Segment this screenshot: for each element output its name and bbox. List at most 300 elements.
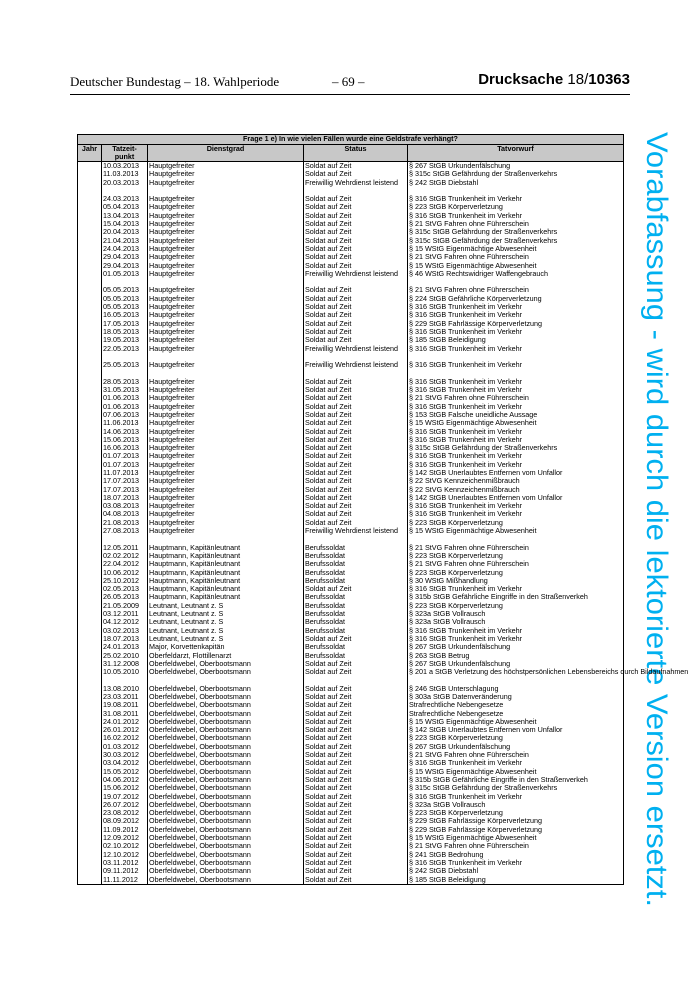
cell-status: Soldat auf Zeit [304, 668, 408, 676]
cell-date: 10.05.2010 [102, 668, 148, 676]
cell-status: Soldat auf Zeit [304, 486, 408, 494]
cell-year [78, 469, 102, 477]
cell-year [78, 851, 102, 859]
cell-status: Soldat auf Zeit [304, 718, 408, 726]
cell-offense: § 46 WStG Rechtswidriger Waffengebrauch [408, 270, 624, 278]
cell-offense: § 316 StGB Trunkenheit im Verkehr [408, 195, 624, 203]
cell-date: 16.02.2012 [102, 734, 148, 742]
cell-offense: § 15 WStG Eigenmächtige Abwesenheit [408, 834, 624, 842]
cell-status: Soldat auf Zeit [304, 320, 408, 328]
cell-year [78, 502, 102, 510]
cell-year [78, 710, 102, 718]
cell-date: 26.07.2012 [102, 801, 148, 809]
cell-date: 09.11.2012 [102, 867, 148, 875]
cell-date: 07.06.2013 [102, 411, 148, 419]
header-offense: Tatvorwurf [408, 145, 624, 162]
cell-offense: § 316 StGB Trunkenheit im Verkehr [408, 436, 624, 444]
cell-date: 24.03.2013 [102, 195, 148, 203]
table-row [78, 361, 624, 369]
cell-date: 26.01.2012 [102, 726, 148, 734]
cell-date: 16.05.2013 [102, 311, 148, 319]
cell-date: 11.09.2012 [102, 826, 148, 834]
cell-date: 25.02.2010 [102, 652, 148, 660]
cell-offense: § 30 WStG Mißhandlung [408, 577, 624, 585]
cell-status: Berufssoldat [304, 560, 408, 568]
cell-date: 03.04.2012 [102, 759, 148, 767]
cell-date: 27.08.2013 [102, 527, 148, 535]
cell-status: Soldat auf Zeit [304, 411, 408, 419]
cell-status: Soldat auf Zeit [304, 386, 408, 394]
cell-year [78, 834, 102, 842]
cell-date: 11.03.2013 [102, 170, 148, 178]
cell-date: 10.06.2012 [102, 569, 148, 577]
cell-rank: Hauptgefreiter [148, 286, 304, 294]
cell-status: Berufssoldat [304, 593, 408, 601]
cell-status: Freiwillig Wehrdienst leistend [304, 345, 408, 353]
cell-status: Soldat auf Zeit [304, 734, 408, 742]
cell-offense: Strafrechtliche Nebengesetze [408, 710, 624, 718]
table-row [78, 179, 624, 187]
cell-rank: Oberfeldwebel, Oberbootsmann [148, 784, 304, 792]
cell-date: 01.06.2013 [102, 403, 148, 411]
cell-offense: § 142 StGB Unerlaubtes Entfernen vom Unfallor [408, 469, 624, 477]
cell-year [78, 320, 102, 328]
cell-offense: § 15 WStG Eigenmächtige Abwesenheit [408, 419, 624, 427]
cell-rank: Oberfeldwebel, Oberbootsmann [148, 693, 304, 701]
cell-year [78, 203, 102, 211]
cell-year [78, 701, 102, 709]
cell-year [78, 610, 102, 618]
cell-rank: Leutnant, Leutnant z. S [148, 635, 304, 643]
cell-rank: Oberfeldwebel, Oberbootsmann [148, 776, 304, 784]
cell-rank: Oberfeldwebel, Oberbootsmann [148, 834, 304, 842]
cell-offense: § 316 StGB Trunkenheit im Verkehr [408, 793, 624, 801]
cell-offense: § 21 StVG Fahren ohne Führerschein [408, 842, 624, 850]
cell-year [78, 793, 102, 801]
cell-offense: § 201 a StGB Verletzung des höchstpersönlichen Lebensbereichs durch Bildaufnahmen [409, 667, 689, 677]
cell-offense: § 267 StGB Urkundenfälschung [408, 660, 624, 668]
cell-status: Berufssoldat [304, 643, 408, 651]
cell-rank: Hauptgefreiter [148, 179, 304, 187]
cell-offense: § 316 StGB Trunkenheit im Verkehr [408, 452, 624, 460]
cell-rank: Hauptgefreiter [148, 311, 304, 319]
cell-offense: § 316 StGB Trunkenheit im Verkehr [408, 303, 624, 311]
cell-year [78, 179, 102, 187]
cell-status: Soldat auf Zeit [304, 403, 408, 411]
cell-date: 31.08.2011 [102, 710, 148, 718]
cell-status: Soldat auf Zeit [304, 834, 408, 842]
cell-status: Berufssoldat [304, 552, 408, 560]
cell-year [78, 693, 102, 701]
cell-status: Soldat auf Zeit [304, 859, 408, 867]
cell-rank: Oberfeldwebel, Oberbootsmann [148, 768, 304, 776]
cell-offense: § 316 StGB Trunkenheit im Verkehr [408, 502, 624, 510]
cell-status: Freiwillig Wehrdienst leistend [304, 527, 408, 535]
cell-date: 22.04.2012 [102, 560, 148, 568]
table-header-row [78, 145, 624, 162]
cell-date: 29.04.2013 [102, 253, 148, 261]
cell-offense: § 316 StGB Trunkenheit im Verkehr [408, 859, 624, 867]
cell-year [78, 170, 102, 178]
cell-year [78, 394, 102, 402]
cell-offense: § 223 StGB Körperverletzung [408, 552, 624, 560]
cell-year [78, 569, 102, 577]
cell-date: 16.06.2013 [102, 444, 148, 452]
cell-offense: § 153 StGB Falsche uneidliche Aussage [408, 411, 624, 419]
cell-rank: Oberfeldwebel, Oberbootsmann [148, 668, 304, 676]
cell-rank: Hauptgefreiter [148, 262, 304, 270]
cell-date: 21.05.2009 [102, 602, 148, 610]
cell-offense: § 316 StGB Trunkenheit im Verkehr [408, 759, 624, 767]
cell-year [78, 627, 102, 635]
cell-rank: Oberfeldwebel, Oberbootsmann [148, 817, 304, 825]
cell-rank: Hauptgefreiter [148, 428, 304, 436]
cell-date: 05.04.2013 [102, 203, 148, 211]
cell-status: Soldat auf Zeit [304, 203, 408, 211]
cell-year [78, 867, 102, 875]
cell-rank: Hauptgefreiter [148, 170, 304, 178]
cell-rank: Hauptgefreiter [148, 303, 304, 311]
cell-status: Soldat auf Zeit [304, 419, 408, 427]
cell-year [78, 195, 102, 203]
cell-year [78, 876, 102, 885]
cell-year [78, 486, 102, 494]
cell-year [78, 345, 102, 353]
cell-date: 25.05.2013 [102, 361, 148, 369]
cell-offense: § 316 StGB Trunkenheit im Verkehr [408, 585, 624, 593]
cell-year [78, 419, 102, 427]
cell-rank: Hauptgefreiter [148, 195, 304, 203]
cell-offense: § 323a StGB Vollrausch [408, 610, 624, 618]
cell-rank: Hauptgefreiter [148, 203, 304, 211]
cell-date: 11.11.2012 [102, 876, 148, 885]
cell-rank: Hauptgefreiter [148, 502, 304, 510]
cell-status: Soldat auf Zeit [304, 867, 408, 875]
cell-offense: § 21 StVG Fahren ohne Führerschein [408, 286, 624, 294]
cell-offense: § 223 StGB Körperverletzung [408, 519, 624, 527]
cell-status: Freiwillig Wehrdienst leistend [304, 361, 408, 369]
cell-status: Soldat auf Zeit [304, 220, 408, 228]
cell-offense: § 224 StGB Gefährliche Körperverletzung [408, 295, 624, 303]
cell-offense: § 246 StGB Unterschlagung [408, 685, 624, 693]
cell-status: Soldat auf Zeit [304, 328, 408, 336]
cell-status: Soldat auf Zeit [304, 295, 408, 303]
cell-rank: Oberfeldwebel, Oberbootsmann [148, 734, 304, 742]
cell-year [78, 842, 102, 850]
header-rank: Dienstgrad [148, 145, 304, 162]
cell-rank: Hauptgefreiter [148, 436, 304, 444]
cell-year [78, 826, 102, 834]
cell-rank: Hauptgefreiter [148, 403, 304, 411]
table-row [78, 270, 624, 278]
cell-date: 01.07.2013 [102, 452, 148, 460]
cell-date: 24.01.2013 [102, 643, 148, 651]
cell-rank: Hauptgefreiter [148, 237, 304, 245]
table-caption-row [78, 135, 624, 145]
cell-rank: Leutnant, Leutnant z. S [148, 627, 304, 635]
cell-date: 18.07.2013 [102, 494, 148, 502]
cell-status: Soldat auf Zeit [304, 162, 408, 171]
cell-year [78, 494, 102, 502]
cell-status: Soldat auf Zeit [304, 286, 408, 294]
cell-year [78, 718, 102, 726]
cell-rank: Oberfeldwebel, Oberbootsmann [148, 793, 304, 801]
cell-offense: § 142 StGB Unerlaubtes Entfernen vom Unfallor [408, 726, 624, 734]
header-time: Tatzeit-punkt [102, 145, 148, 162]
cell-rank: Leutnant, Leutnant z. S [148, 618, 304, 626]
cell-year [78, 436, 102, 444]
cell-offense: § 316 StGB Trunkenheit im Verkehr [408, 510, 624, 518]
cell-year [78, 361, 102, 369]
cell-status: Soldat auf Zeit [304, 660, 408, 668]
document-label: Drucksache [478, 71, 564, 88]
cell-status: Soldat auf Zeit [304, 228, 408, 236]
cell-status: Berufssoldat [304, 602, 408, 610]
cell-offense: § 229 StGB Fahrlässige Körperverletzung [408, 320, 624, 328]
document-number-value: 10363 [588, 71, 630, 88]
cell-offense: § 315c StGB Gefährdung der Straßenverkehrs [408, 444, 624, 452]
cell-rank: Oberfeldwebel, Oberbootsmann [148, 842, 304, 850]
cell-date: 28.05.2013 [102, 378, 148, 386]
cell-rank: Hauptgefreiter [148, 336, 304, 344]
cell-rank: Oberfeldwebel, Oberbootsmann [148, 759, 304, 767]
cell-status: Berufssoldat [304, 610, 408, 618]
cell-offense: § 21 StVG Fahren ohne Führerschein [408, 394, 624, 402]
cell-rank: Hauptgefreiter [148, 477, 304, 485]
cell-year [78, 278, 102, 286]
table-row [78, 527, 624, 535]
cell-offense: § 15 WStG Eigenmächtige Abwesenheit [408, 527, 624, 535]
cell-status: Soldat auf Zeit [304, 635, 408, 643]
cell-date: 30.03.2012 [102, 751, 148, 759]
cell-offense: § 267 StGB Urkundenfälschung [408, 643, 624, 651]
cell-rank: Oberfeldwebel, Oberbootsmann [148, 859, 304, 867]
cell-rank: Hauptmann, Kapitänleutnant [148, 585, 304, 593]
cell-year [78, 768, 102, 776]
cell-year [78, 602, 102, 610]
cell-year [78, 527, 102, 535]
cell-status: Soldat auf Zeit [304, 817, 408, 825]
table-row [78, 876, 624, 885]
cell-date: 23.08.2012 [102, 809, 148, 817]
cell-date: 03.11.2012 [102, 859, 148, 867]
cell-year [78, 510, 102, 518]
cell-rank: Hauptgefreiter [148, 494, 304, 502]
cell-offense: § 21 StVG Fahren ohne Führerschein [408, 253, 624, 261]
cell-status: Soldat auf Zeit [304, 710, 408, 718]
cell-offense: § 315c StGB Gefährdung der Straßenverkehrs [408, 237, 624, 245]
cell-rank: Hauptgefreiter [148, 419, 304, 427]
cell-offense: § 229 StGB Fahrlässige Körperverletzung [408, 817, 624, 825]
cell-date: 19.08.2011 [102, 701, 148, 709]
cell-rank: Oberfeldwebel, Oberbootsmann [148, 726, 304, 734]
cell-date: 18.05.2013 [102, 328, 148, 336]
cell-offense: § 316 StGB Trunkenheit im Verkehr [408, 386, 624, 394]
cell-rank: Hauptgefreiter [148, 519, 304, 527]
cell-year [78, 270, 102, 278]
cell-status: Soldat auf Zeit [304, 685, 408, 693]
cell-date: 10.03.2013 [102, 162, 148, 171]
cell-rank: Oberfeldwebel, Oberbootsmann [148, 876, 304, 885]
cell-status: Soldat auf Zeit [304, 701, 408, 709]
cell-rank: Hauptgefreiter [148, 411, 304, 419]
cell-year [78, 817, 102, 825]
cell-offense: § 316 StGB Trunkenheit im Verkehr [408, 361, 624, 369]
cell-date: 15.06.2012 [102, 784, 148, 792]
cell-date: 02.10.2012 [102, 842, 148, 850]
cell-rank: Oberfeldwebel, Oberbootsmann [148, 660, 304, 668]
cell-status: Soldat auf Zeit [304, 793, 408, 801]
cell-status: Soldat auf Zeit [304, 585, 408, 593]
cell-date: 17.07.2013 [102, 477, 148, 485]
header-status: Status [304, 145, 408, 162]
cell-year [78, 577, 102, 585]
cell-year [78, 585, 102, 593]
cell-offense: § 316 StGB Trunkenheit im Verkehr [408, 635, 624, 643]
cell-rank: Oberfeldwebel, Oberbootsmann [148, 718, 304, 726]
cell-rank: Hauptgefreiter [148, 461, 304, 469]
cell-rank: Oberfeldwebel, Oberbootsmann [148, 867, 304, 875]
cell-status: Soldat auf Zeit [304, 436, 408, 444]
cell-status: Soldat auf Zeit [304, 461, 408, 469]
cell-offense: § 21 StVG Fahren ohne Führerschein [408, 751, 624, 759]
cell-date: 11.07.2013 [102, 469, 148, 477]
cell-rank: Hauptgefreiter [148, 253, 304, 261]
cell-offense: § 242 StGB Diebstahl [408, 179, 624, 187]
cell-year [78, 660, 102, 668]
cell-offense: § 323a StGB Vollrausch [408, 801, 624, 809]
cell-status: Soldat auf Zeit [304, 303, 408, 311]
table-row [78, 345, 624, 353]
cell-offense: § 185 StGB Beleidigung [408, 876, 624, 885]
cell-year [78, 477, 102, 485]
cell-status: Berufssoldat [304, 577, 408, 585]
cell-status: Soldat auf Zeit [304, 502, 408, 510]
cell-date: 04.08.2013 [102, 510, 148, 518]
cell-rank: Oberfeldwebel, Oberbootsmann [148, 751, 304, 759]
cell-date: 20.03.2013 [102, 179, 148, 187]
cell-date: 12.10.2012 [102, 851, 148, 859]
cell-year [78, 784, 102, 792]
cell-date: 19.05.2013 [102, 336, 148, 344]
cell-date: 14.06.2013 [102, 428, 148, 436]
cell-offense: § 323a StGB Vollrausch [408, 618, 624, 626]
cell-rank: Hauptgefreiter [148, 328, 304, 336]
cell-offense: § 22 StVG Kennzeichenmißbrauch [408, 477, 624, 485]
cell-offense: § 21 StVG Fahren ohne Führerschein [408, 220, 624, 228]
cell-year [78, 635, 102, 643]
cell-offense: § 223 StGB Körperverletzung [408, 602, 624, 610]
cell-offense: § 316 StGB Trunkenheit im Verkehr [408, 378, 624, 386]
cell-offense: § 315b StGB Gefährliche Eingriffe in den Straßenverkeh [408, 776, 624, 784]
cell-date: 21.04.2013 [102, 237, 148, 245]
cell-status: Soldat auf Zeit [304, 253, 408, 261]
table-row [78, 668, 624, 676]
cell-date: 08.09.2012 [102, 817, 148, 825]
document-number-prefix: 18/ [567, 71, 589, 88]
cell-date: 05.05.2013 [102, 286, 148, 294]
cell-date: 22.05.2013 [102, 345, 148, 353]
cell-rank: Oberfeldwebel, Oberbootsmann [148, 710, 304, 718]
cell-status: Soldat auf Zeit [304, 444, 408, 452]
cell-status: Soldat auf Zeit [304, 826, 408, 834]
cell-year [78, 743, 102, 751]
cell-offense: § 267 StGB Urkundenfälschung [408, 162, 624, 171]
cell-status: Soldat auf Zeit [304, 336, 408, 344]
cell-offense: § 142 StGB Unerlaubtes Entfernen vom Unfallor [408, 494, 624, 502]
cell-date: 15.05.2012 [102, 768, 148, 776]
cell-rank: Oberfeldwebel, Oberbootsmann [148, 743, 304, 751]
cell-year [78, 652, 102, 660]
cell-date: 02.05.2013 [102, 585, 148, 593]
cell-rank: Oberfeldwebel, Oberbootsmann [148, 826, 304, 834]
cell-offense: § 315c StGB Gefährdung der Straßenverkehrs [408, 784, 624, 792]
cell-offense: § 21 StVG Fahren ohne Führerschein [408, 560, 624, 568]
cell-year [78, 544, 102, 552]
cell-date: 19.07.2012 [102, 793, 148, 801]
cell-date: 12.05.2011 [102, 544, 148, 552]
cell-year [78, 734, 102, 742]
cell-date: 20.04.2013 [102, 228, 148, 236]
cell-status: Soldat auf Zeit [304, 195, 408, 203]
cell-rank: Hauptmann, Kapitänleutnant [148, 577, 304, 585]
cell-year [78, 668, 102, 676]
cell-status: Soldat auf Zeit [304, 776, 408, 784]
cell-year [78, 776, 102, 784]
cell-status: Soldat auf Zeit [304, 237, 408, 245]
cell-year [78, 676, 102, 684]
cell-rank: Hauptgefreiter [148, 386, 304, 394]
cell-date: 21.08.2013 [102, 519, 148, 527]
cell-year [78, 311, 102, 319]
cell-year [78, 386, 102, 394]
cell-offense: § 223 StGB Körperverletzung [408, 734, 624, 742]
cell-rank: Hauptmann, Kapitänleutnant [148, 544, 304, 552]
cell-offense: § 315c StGB Gefährdung der Straßenverkehrs [408, 228, 624, 236]
cell-rank: Hauptgefreiter [148, 295, 304, 303]
cell-rank: Hauptmann, Kapitänleutnant [148, 569, 304, 577]
cell-status: Berufssoldat [304, 618, 408, 626]
cell-offense: § 185 StGB Beleidigung [408, 336, 624, 344]
cell-date: 01.06.2013 [102, 394, 148, 402]
cell-year [78, 403, 102, 411]
cell-offense: § 267 StGB Urkundenfälschung [408, 743, 624, 751]
cell-status: Berufssoldat [304, 627, 408, 635]
cell-rank: Oberfeldarzt, Flottillenarzt [148, 652, 304, 660]
cell-status: Soldat auf Zeit [304, 876, 408, 885]
cell-status: Soldat auf Zeit [304, 428, 408, 436]
cell-year [78, 751, 102, 759]
cell-status: Soldat auf Zeit [304, 784, 408, 792]
cell-offense: § 223 StGB Körperverletzung [408, 569, 624, 577]
cell-status: Soldat auf Zeit [304, 751, 408, 759]
cell-rank: Major, Korvettenkapitän [148, 643, 304, 651]
cell-year [78, 759, 102, 767]
cell-offense: § 316 StGB Trunkenheit im Verkehr [408, 461, 624, 469]
cell-status: Soldat auf Zeit [304, 378, 408, 386]
cell-year [78, 685, 102, 693]
cell-status: Soldat auf Zeit [304, 212, 408, 220]
cell-rank: Hauptgefreiter [148, 345, 304, 353]
cell-year [78, 726, 102, 734]
cell-status: Soldat auf Zeit [304, 768, 408, 776]
cell-date: 11.06.2013 [102, 419, 148, 427]
cell-rank: Hauptgefreiter [148, 270, 304, 278]
cell-year [78, 452, 102, 460]
cell-offense: § 316 StGB Trunkenheit im Verkehr [408, 428, 624, 436]
cell-status: Soldat auf Zeit [304, 394, 408, 402]
cell-rank: Hauptgefreiter [148, 527, 304, 535]
